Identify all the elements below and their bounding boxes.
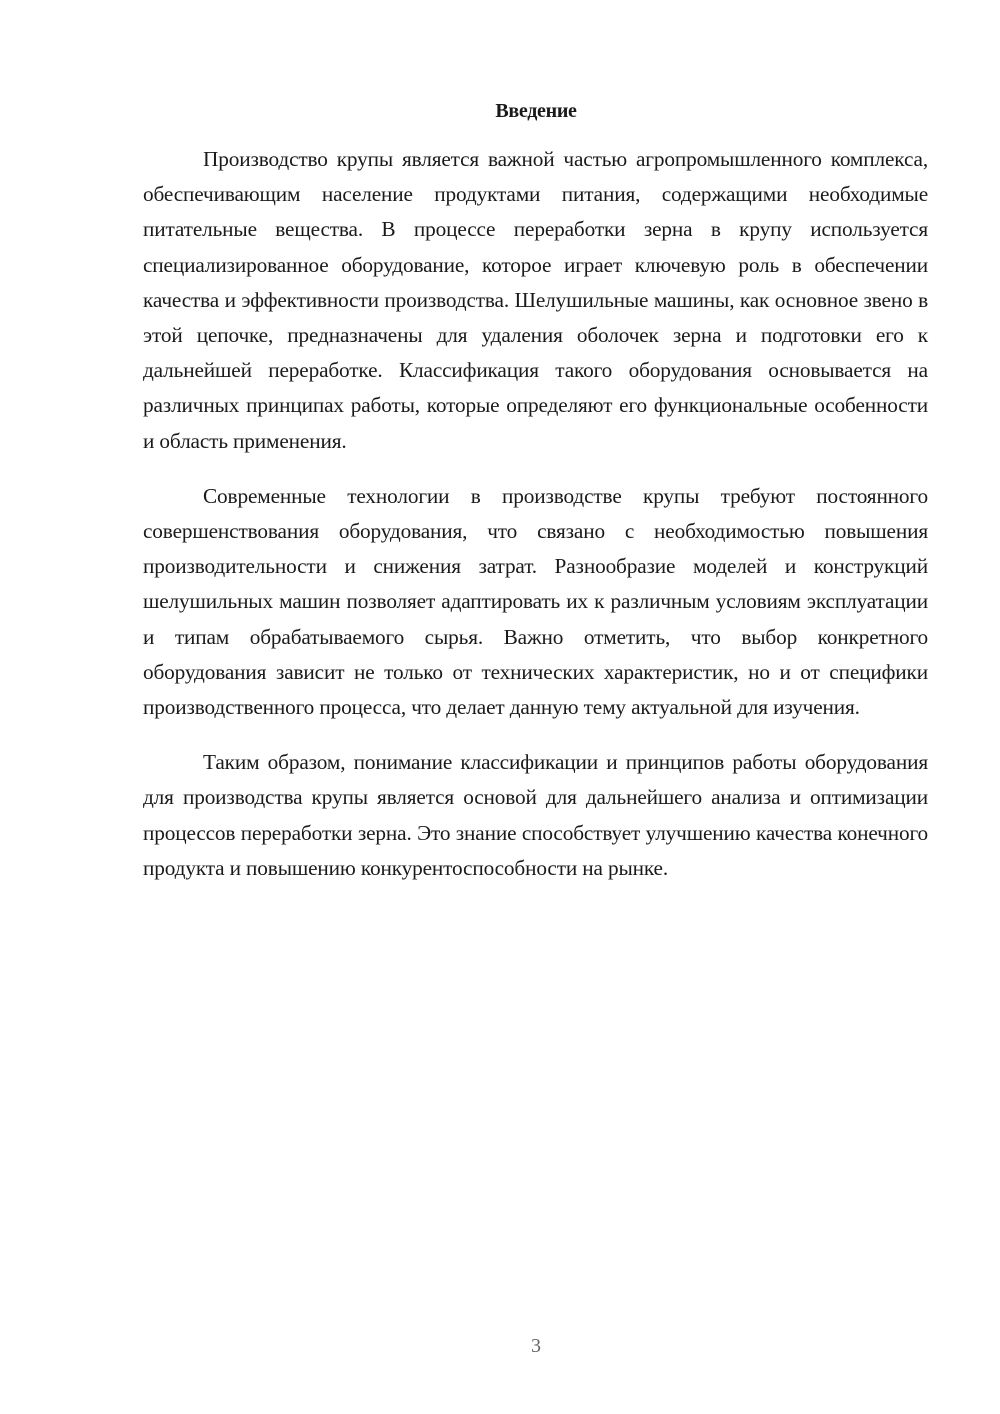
paragraph-2: Современные технологии в производстве крупы требуют постоянного совершенствования оборудования, что связано с необходимостью повышения производительности и снижения затрат. Разнообразие моделей и конструкций шелушильных машин позволяет адаптировать их к различным условиям эксплуатации и типам обрабатываемого сырья. Важно отметить, что выбор конкретного оборудования зависит не только от технических характеристик, но и от специфики производственного процесса, что делает данную тему актуальной для изучения. bbox=[143, 483, 928, 720]
paragraph-1: Производство крупы является важной частью агропромышленного комплекса, обеспечивающим население продуктами питания, содержащими необходимые питательные вещества. В процессе переработки зерна в крупу используется специализированное оборудование, которое играет ключевую роль в обеспечении качества и эффективности производства. Шелушильные машины, как основное звено в этой цепочке, предназначены для удаления оболочек зерна и подготовки его к дальнейшей переработке. Классификация такого оборудования основывается на различных принципах работы, которые определяют его функциональные особенности и область применения. bbox=[143, 147, 928, 453]
page-number: 3 bbox=[531, 1335, 541, 1357]
paragraph-3: Таким образом, понимание классификации и принципов работы оборудования для производства крупы является основой для дальнейшего анализа и оптимизации процессов переработки зерна. Это знание способствует улучшению качества конечного продукта и повышению конкурентоспособности на рынке. bbox=[143, 750, 928, 880]
section-title: Введение bbox=[495, 100, 577, 122]
document-body bbox=[143, 142, 928, 906]
